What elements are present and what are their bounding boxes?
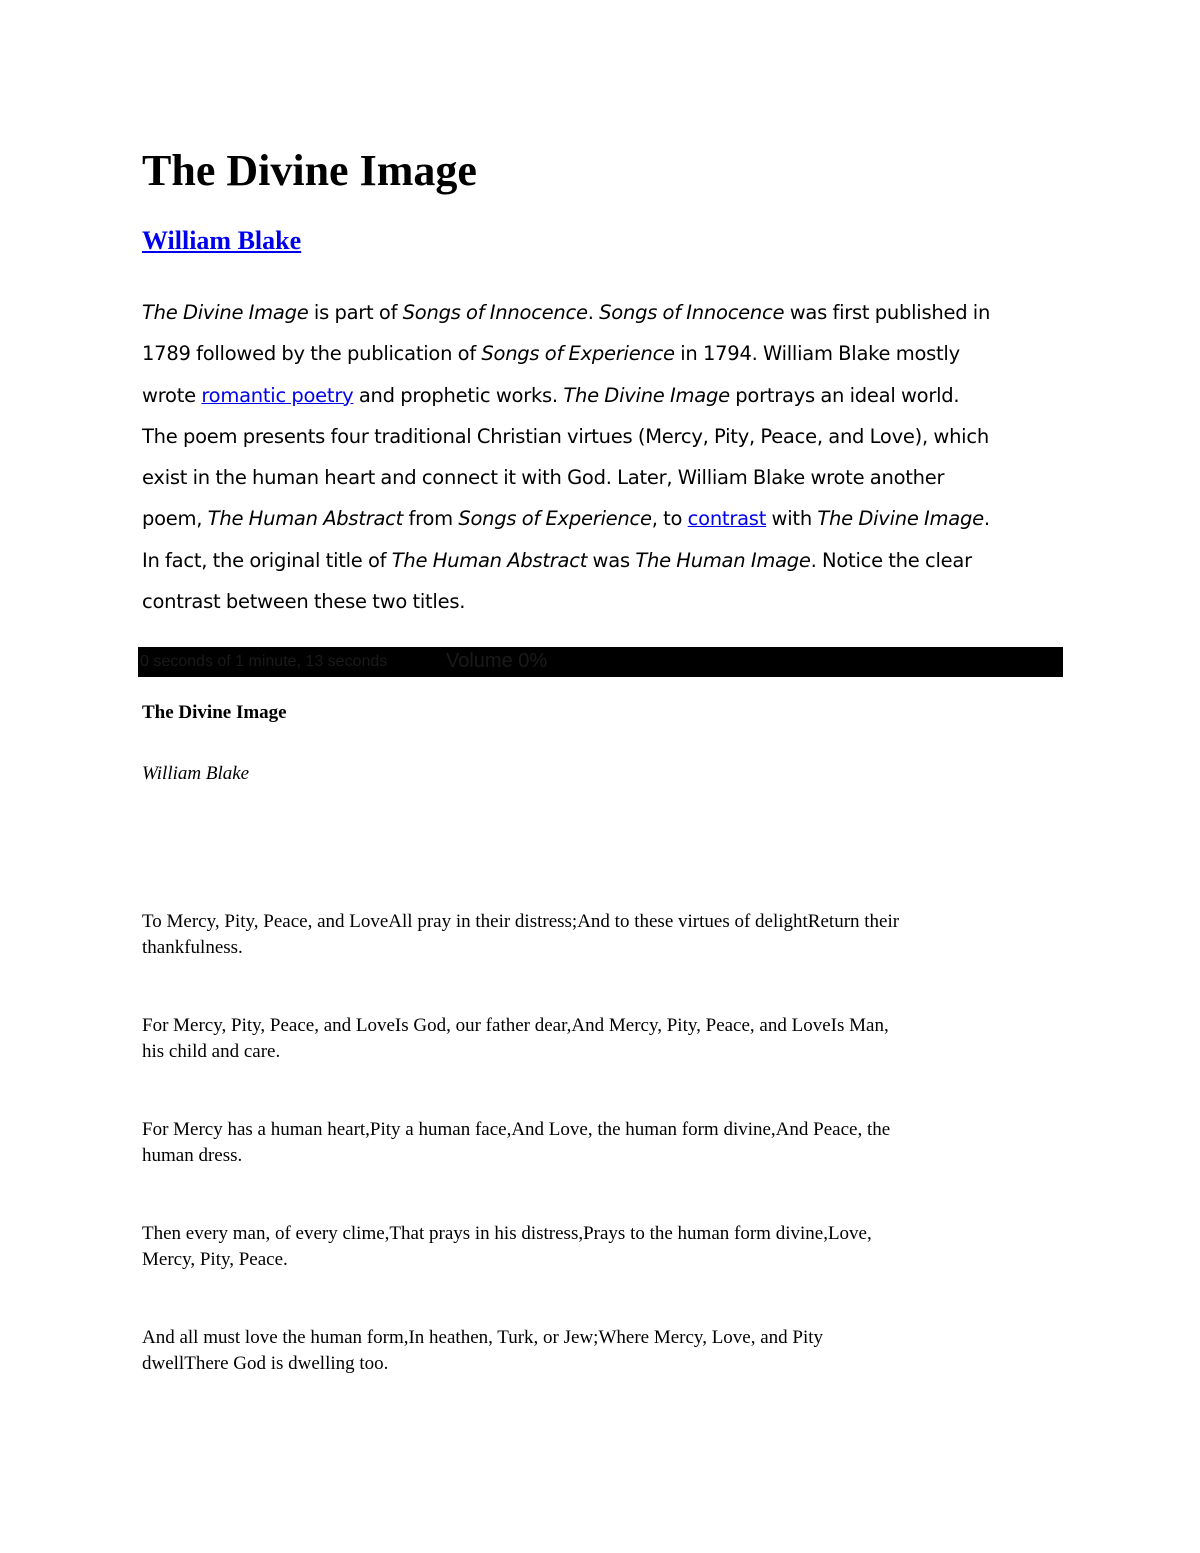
stanza-line: human dress. <box>142 1145 243 1166</box>
player-volume-text[interactable]: Volume 0% <box>446 650 548 672</box>
intro-line <box>142 333 1064 374</box>
stanza-line: dwellThere God is dwelling too. <box>142 1353 389 1374</box>
work-title: The Human Abstract <box>207 507 404 531</box>
intro-text: . Notice the clear <box>810 548 972 572</box>
stanza-line: To Mercy, Pity, Peace, and LoveAll pray in their distress;And to these virtues of delightReturn their <box>142 911 900 932</box>
contrast-link[interactable]: contrast <box>687 507 767 531</box>
intro-text: In fact, the original title of <box>142 548 392 572</box>
poem-stanza <box>142 1013 1064 1065</box>
intro-text: is part of <box>308 301 403 324</box>
poem-stanza <box>142 1221 1064 1273</box>
intro-text: in 1794. William Blake mostly <box>674 342 960 366</box>
intro-line: The poem presents four traditional Christian virtues (Mercy, Pity, Peace, and Love), which <box>142 424 989 448</box>
player-time-text: 0 seconds of 1 minute, 13 seconds <box>140 653 388 670</box>
stanza-line: Mercy, Pity, Peace. <box>142 1249 288 1270</box>
intro-text: and prophetic works. <box>353 383 564 407</box>
intro-text: with <box>766 507 818 531</box>
intro-text: portrays an ideal world. <box>729 383 960 407</box>
intro-line: exist in the human heart and connect it with God. Later, William Blake wrote another <box>142 466 945 490</box>
intro-text: from <box>403 507 459 531</box>
stanza-line: thankfulness. <box>142 937 243 958</box>
intro-line: contrast between these two titles. <box>142 590 466 614</box>
author-link[interactable]: William Blake <box>142 226 302 255</box>
work-title: The Human Abstract <box>391 548 588 572</box>
intro-text: was first published in <box>784 301 991 324</box>
stanza-line: For Mercy has a human heart,Pity a human face,And Love, the human form divine,And Peace, the <box>142 1119 891 1140</box>
intro-line <box>142 375 1064 416</box>
poem-stanza <box>142 1325 1064 1377</box>
intro-line <box>142 540 1064 581</box>
stanza-line: his child and care. <box>142 1041 281 1062</box>
work-title: The Divine Image <box>817 507 984 531</box>
intro-text: , to <box>651 507 688 531</box>
intro-text: . <box>587 301 600 324</box>
poem-stanza <box>142 909 1064 961</box>
intro-text: was <box>587 548 636 572</box>
poem-author: William Blake <box>142 763 250 784</box>
intro-paragraph <box>142 292 1064 622</box>
intro-text: . <box>983 507 990 531</box>
page-title: The Divine Image <box>142 146 477 195</box>
stanza-line: And all must love the human form,In heathen, Turk, or Jew;Where Mercy, Love, and Pity <box>142 1327 824 1348</box>
intro-text: 1789 followed by the publication of <box>142 342 482 366</box>
romantic-poetry-link[interactable]: romantic poetry <box>201 383 354 407</box>
work-title: Songs of Experience <box>481 342 675 366</box>
work-title: The Human Image <box>635 548 811 572</box>
work-title: The Divine Image <box>563 383 730 407</box>
work-title: Songs of Innocence <box>599 301 785 324</box>
work-title: Songs of Innocence <box>402 301 588 324</box>
intro-line <box>142 292 1064 333</box>
stanza-line: For Mercy, Pity, Peace, and LoveIs God, our father dear,And Mercy, Pity, Peace, and LoveIs Man, <box>142 1015 889 1036</box>
video-player-bar[interactable] <box>138 647 1063 677</box>
intro-text: wrote <box>142 383 202 407</box>
work-title: Songs of Experience <box>458 507 652 531</box>
poem-title: The Divine Image <box>142 702 287 723</box>
stanza-line: Then every man, of every clime,That prays in his distress,Prays to the human form divine,Love, <box>142 1223 872 1244</box>
work-title: The Divine Image <box>142 301 309 324</box>
intro-line <box>142 498 1064 539</box>
poem-stanza <box>142 1117 1064 1169</box>
intro-text: poem, <box>142 507 208 531</box>
